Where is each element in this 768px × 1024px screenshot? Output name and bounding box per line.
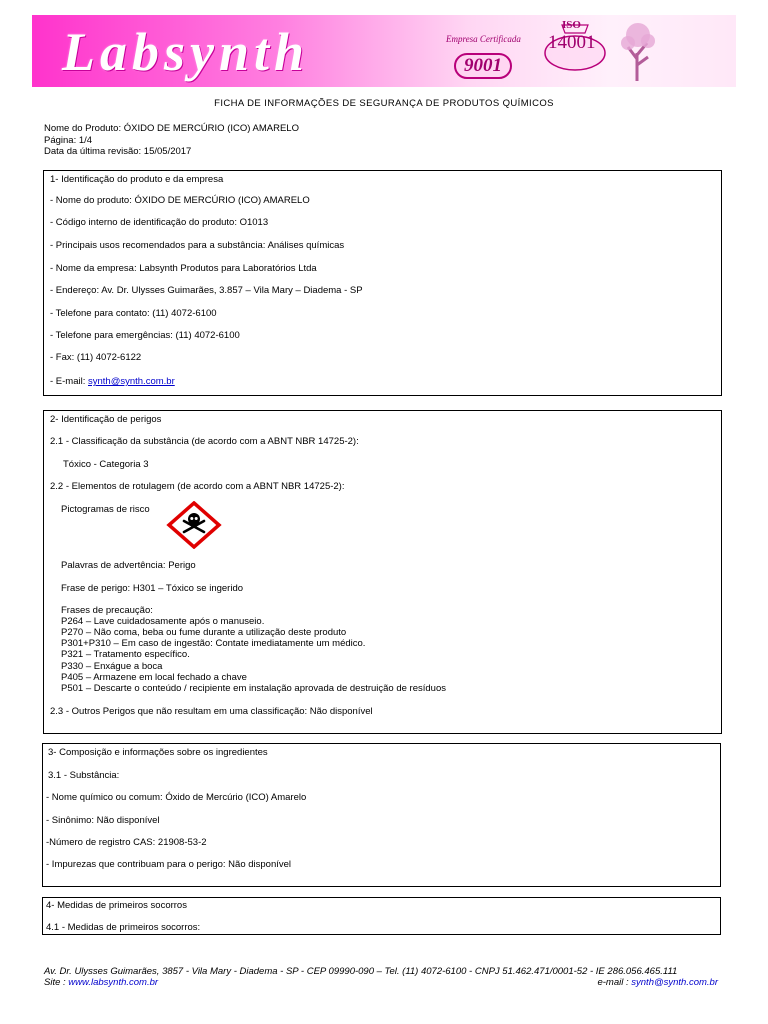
iso-9001-seal: 9001 [454, 53, 512, 79]
footer-address: Av. Dr. Ulysses Guimarães, 3857 - Vila Mary - Diadema - SP - CEP 09990-090 – Tel. (11) 4072-6100 - CNPJ 51.462.471/0001-52 - IE 286.056.465.111 [44, 966, 678, 977]
internal-code: - Código interno de identificação do produto: O1013 [50, 217, 269, 228]
footer-links [44, 977, 718, 988]
section-2-box [43, 410, 722, 734]
header-banner [32, 15, 736, 87]
iso-label: ISO [562, 19, 581, 31]
other-hazards: 2.3 - Outros Perigos que não resultam em uma classificação: Não disponível [50, 706, 373, 717]
company-address: - Endereço: Av. Dr. Ulysses Guimarães, 3.857 – Vila Mary – Diadema - SP [50, 285, 363, 296]
synonym: - Sinônimo: Não disponível [46, 815, 160, 826]
email-label: - E-mail: [50, 376, 88, 387]
tree-icon [620, 19, 656, 81]
precaution-heading: Frases de precaução: [61, 605, 153, 616]
hazard-phrase: Frase de perigo: H301 – Tóxico se ingerido [61, 583, 244, 594]
classification-heading: 2.1 - Classificação da substância (de acordo com a ABNT NBR 14725-2): [50, 436, 359, 447]
precaution-item: P301+P310 – Em caso de ingestão: Contate imediatamente um médico. [61, 638, 366, 649]
classification-value: Tóxico - Categoria 3 [63, 459, 149, 470]
certification-label: Empresa Certificada [446, 34, 521, 44]
section-2-heading: 2- Identificação de perigos [50, 414, 162, 425]
site-label: Site : [44, 977, 69, 988]
section-4-box [42, 897, 721, 935]
brand-logo: Labsynth [62, 22, 310, 82]
email-link[interactable]: synth@synth.com.br [88, 376, 175, 387]
contact-phone: - Telefone para contato: (11) 4072-6100 [50, 308, 217, 319]
precaution-item: P321 – Tratamento específico. [61, 649, 190, 660]
chemical-name: - Nome químico ou comum: Óxido de Mercúrio (ICO) Amarelo [46, 792, 307, 803]
recommended-uses: - Principais usos recomendados para a substância: Análises químicas [50, 240, 345, 251]
section-3-box [42, 743, 721, 887]
fax-number: - Fax: (11) 4072-6122 [50, 352, 142, 363]
substance-heading: 3.1 - Substância: [48, 770, 120, 781]
precaution-item: P405 – Armazene em local fechado a chave [61, 672, 247, 683]
product-name: - Nome do produto: ÓXIDO DE MERCÚRIO (ICO) AMARELO [50, 195, 310, 206]
signal-word: Palavras de advertência: Perigo [61, 560, 196, 571]
footer-email-link[interactable]: synth@synth.com.br [631, 977, 718, 988]
email-line [50, 376, 175, 387]
site-link[interactable]: www.labsynth.com.br [68, 977, 159, 988]
impurities: - Impurezas que contribuam para o perigo: Não disponível [46, 859, 292, 870]
precaution-item: P264 – Lave cuidadosamente após o manuseio. [61, 616, 265, 627]
footer-email [597, 977, 718, 988]
footer-email-label: e-mail : [597, 977, 632, 988]
cas-number: -Número de registro CAS: 21908-53-2 [46, 837, 207, 848]
first-aid-subheading: 4.1 - Medidas de primeiros socorros: [46, 922, 201, 933]
section-1-box [43, 170, 722, 396]
company-name: - Nome da empresa: Labsynth Produtos para Laboratórios Ltda [50, 263, 317, 274]
section-4-heading: 4- Medidas de primeiros socorros [46, 900, 187, 911]
pictograms-label: Pictogramas de risco [61, 504, 150, 515]
iso-14001-seal: 14001 [548, 32, 596, 53]
emergency-phone: - Telefone para emergências: (11) 4072-6100 [50, 330, 240, 341]
product-name-line: Nome do Produto: ÓXIDO DE MERCÚRIO (ICO) AMARELO [44, 123, 299, 134]
document-meta [44, 123, 299, 158]
document-title: FICHA DE INFORMAÇÕES DE SEGURANÇA DE PRODUTOS QUÍMICOS [214, 98, 554, 109]
labelling-heading: 2.2 - Elementos de rotulagem (de acordo com a ABNT NBR 14725-2): [50, 481, 345, 492]
revision-date: Data da última revisão: 15/05/2017 [44, 146, 192, 157]
section-1-heading: 1- Identificação do produto e da empresa [50, 174, 224, 185]
precaution-item: P270 – Não coma, beba ou fume durante a utilização deste produto [61, 627, 347, 638]
page-number: Página: 1/4 [44, 134, 93, 146]
precaution-item: P330 – Enxágue a boca [61, 661, 163, 672]
skull-crossbones-icon [166, 501, 222, 549]
section-3-heading: 3- Composição e informações sobre os ingredientes [48, 747, 268, 758]
precaution-item: P501 – Descarte o conteúdo / recipiente em instalação aprovada de destruição de resíduos [61, 683, 446, 694]
